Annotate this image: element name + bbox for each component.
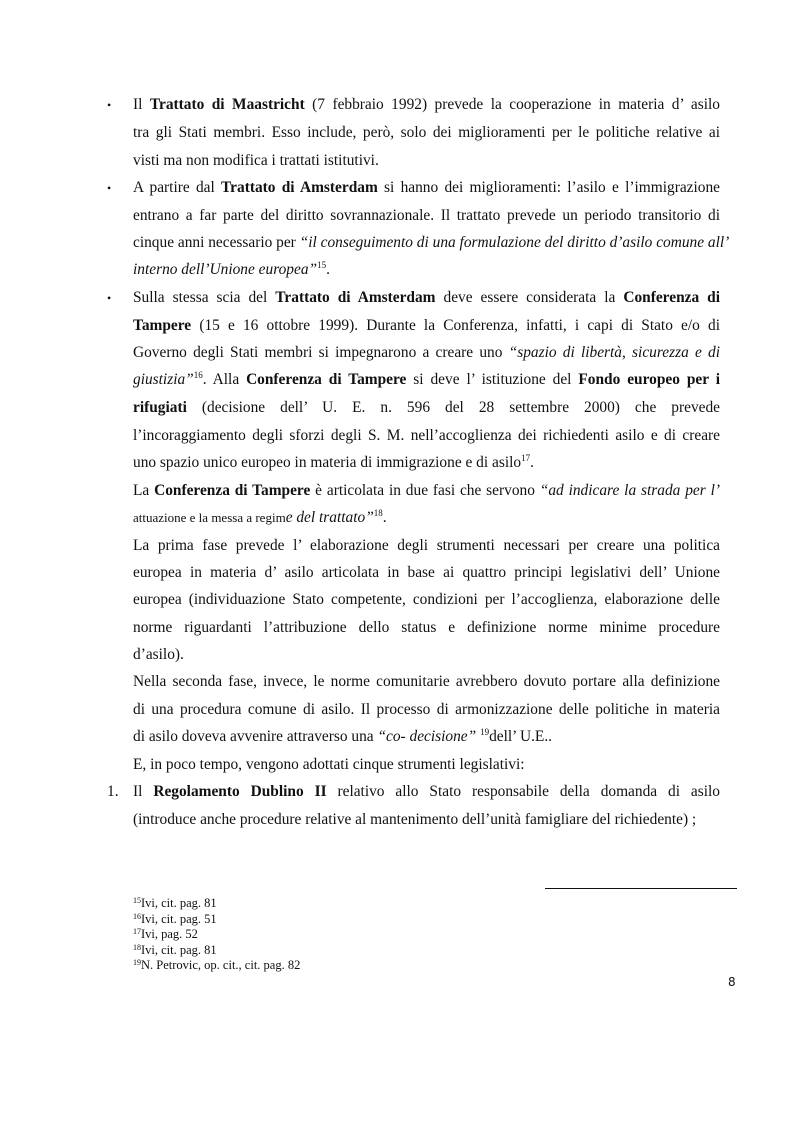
- text-run: Nella seconda fase, invece, le norme comunitarie avrebbero dovuto portare alla definizione: [133, 673, 720, 690]
- text-run: Trattato di Amsterdam: [221, 179, 378, 196]
- text-line: [133, 370, 720, 390]
- text-line: [133, 755, 525, 775]
- text-run: e del trattato”: [285, 509, 374, 526]
- text-run: “il conseguimento di una formulazione del diritto d’asilo comune all’: [299, 234, 730, 251]
- footnote-text: Ivi, cit. pag. 51: [141, 911, 217, 926]
- bullet-marker: •: [107, 181, 112, 195]
- text-run: (7 febbraio 1992) prevede la cooperazione in materia d’ asilo: [304, 96, 721, 113]
- text-run: “ad indicare la strada per l’: [539, 482, 720, 499]
- footnote-text: Ivi, cit. pag. 81: [141, 942, 217, 957]
- footnote-separator: [545, 888, 737, 889]
- text-run: giustizia”: [133, 371, 194, 388]
- text-run: Conferenza di Tampere: [154, 482, 311, 499]
- text-run: interno dell’Unione europea”: [133, 261, 318, 278]
- text-run: .: [326, 261, 330, 278]
- text-run: è articolata in due fasi che servono: [310, 482, 540, 499]
- text-line: [133, 316, 720, 336]
- footnote-number: 17: [133, 927, 141, 936]
- text-run: Regolamento Dublino II: [153, 783, 327, 800]
- text-run: (15 e 16 ottobre 1999). Durante la Conferenza, infatti, i capi di Stato e/o di: [191, 317, 720, 334]
- text-line: [133, 398, 720, 418]
- text-line: [133, 810, 696, 830]
- text-line: [133, 95, 720, 115]
- text-run: Il: [133, 783, 154, 800]
- text-line: [133, 672, 720, 692]
- text-line: [133, 233, 730, 253]
- text-run: si deve l’ istituzione del: [406, 371, 579, 388]
- footnote-number: 18: [133, 942, 141, 952]
- text-line: [133, 260, 330, 280]
- footnote-text: Ivi, cit. pag. 81: [141, 896, 217, 910]
- footnote: [133, 959, 300, 971]
- text-run: uno spazio unico europeo in materia di immigrazione e di asilo: [133, 454, 522, 471]
- text-run: tra gli Stati membri. Esso include, però, solo dei miglioramenti per le politiche relative ai: [133, 124, 720, 141]
- text-line: [133, 590, 720, 610]
- text-run: La: [133, 482, 155, 499]
- text-run: .: [382, 509, 387, 526]
- footnote-text: Ivi, pag. 52: [141, 927, 198, 941]
- footnote-ref: 15: [317, 260, 327, 270]
- text-line: [133, 508, 387, 528]
- text-run: La prima fase prevede l’ elaborazione degli strumenti necessari per creare una politica: [133, 537, 720, 554]
- text-run: europea (individuazione Stato competente, condizioni per l’accoglienza, elaborazione delle: [133, 591, 720, 608]
- text-run: si hanno dei miglioramenti: l’asilo e l’immigrazione: [377, 179, 720, 196]
- text-line: [133, 618, 720, 638]
- text-run: di asilo doveva avvenire attraverso una: [133, 728, 378, 745]
- footnote-number: 19: [133, 958, 141, 967]
- text-run: di una procedura comune di asilo. Il processo di armonizzazione delle politiche in materia: [133, 701, 720, 718]
- text-run: Tampere: [133, 317, 192, 334]
- footnote: [133, 913, 217, 925]
- text-run: norme riguardanti l’attribuzione dello status e definizione norme minime procedure: [133, 619, 720, 636]
- footnote-ref: 19: [480, 727, 490, 737]
- text-line: [133, 206, 720, 226]
- text-line: [133, 123, 720, 143]
- text-line: [133, 782, 720, 802]
- footnote-number: 15: [133, 896, 141, 905]
- text-run: “spazio di libertà, sicurezza e di: [508, 344, 721, 361]
- text-line: [133, 481, 720, 501]
- text-run: dell’ U.E..: [489, 728, 553, 745]
- text-line: [133, 536, 720, 556]
- text-run: Sulla stessa scia del: [133, 289, 276, 306]
- text-line: [133, 563, 720, 583]
- text-line: [133, 645, 184, 665]
- text-run: visti ma non modifica i trattati istitutivi.: [133, 152, 379, 169]
- text-line: [133, 343, 720, 363]
- text-run: l’incoraggiamento degli sforzi degli S. M. nell’accoglienza dei richiedenti asilo e di creare: [133, 427, 720, 444]
- footnote-ref: 16: [193, 370, 203, 380]
- text-run: Il: [133, 96, 150, 113]
- text-run: d’asilo).: [133, 646, 184, 663]
- bullet-marker: •: [107, 291, 112, 305]
- text-run: .: [530, 454, 534, 471]
- text-line: [133, 426, 720, 446]
- text-run: Trattato di Amsterdam: [275, 289, 436, 306]
- text-run: “co- decisione”: [377, 728, 477, 745]
- text-run: . Alla: [202, 371, 247, 388]
- text-line: [133, 453, 534, 473]
- text-run: europea in materia d’ asilo articolata in base ai quattro principi legislativi dell’ Unione: [133, 564, 720, 581]
- bullet-marker: •: [107, 98, 112, 112]
- text-line: [133, 288, 720, 308]
- footnote: [133, 944, 217, 956]
- text-line: [133, 178, 720, 198]
- text-line: [133, 700, 720, 720]
- text-run: Governo degli Stati membri si impegnarono a creare uno: [133, 344, 509, 361]
- text-run: Fondo europeo per i: [578, 371, 720, 388]
- text-run: E, in poco tempo, vengono adottati cinque strumenti legislativi:: [133, 756, 525, 773]
- text-run: Conferenza di: [623, 289, 720, 306]
- text-run: (decisione dell’ U. E. n. 596 del 28 settembre 2000) che prevede: [186, 399, 720, 416]
- text-run: entrano a far parte del diritto sovrannazionale. Il trattato prevede un periodo transitorio di: [133, 207, 720, 224]
- footnote-text: N. Petrovic, op. cit., cit. pag. 82: [141, 958, 301, 972]
- page-number: 8: [728, 975, 736, 989]
- footnote-ref: 17: [521, 453, 531, 463]
- text-line: [133, 727, 552, 747]
- footnote-number: 16: [133, 911, 141, 921]
- text-line: [133, 151, 379, 171]
- footnote-ref: 18: [373, 508, 383, 518]
- text-run: rifugiati: [133, 399, 187, 416]
- text-run: Trattato di Maastricht: [149, 96, 305, 113]
- text-run: relativo allo Stato responsabile della domanda di asilo: [326, 783, 720, 800]
- footnote: [133, 928, 198, 940]
- text-run: (introduce anche procedure relative al mantenimento dell’unità famigliare del richiedente) ;: [133, 811, 697, 828]
- text-run: deve essere considerata la: [435, 289, 624, 306]
- text-run: A partire dal: [133, 179, 222, 196]
- text-run: attuazione e la messa a regim: [133, 510, 286, 525]
- footnote: [133, 897, 217, 909]
- list-number: 1.: [107, 783, 119, 800]
- text-run: cinque anni necessario per: [133, 234, 300, 251]
- text-run: Conferenza di Tampere: [246, 371, 407, 388]
